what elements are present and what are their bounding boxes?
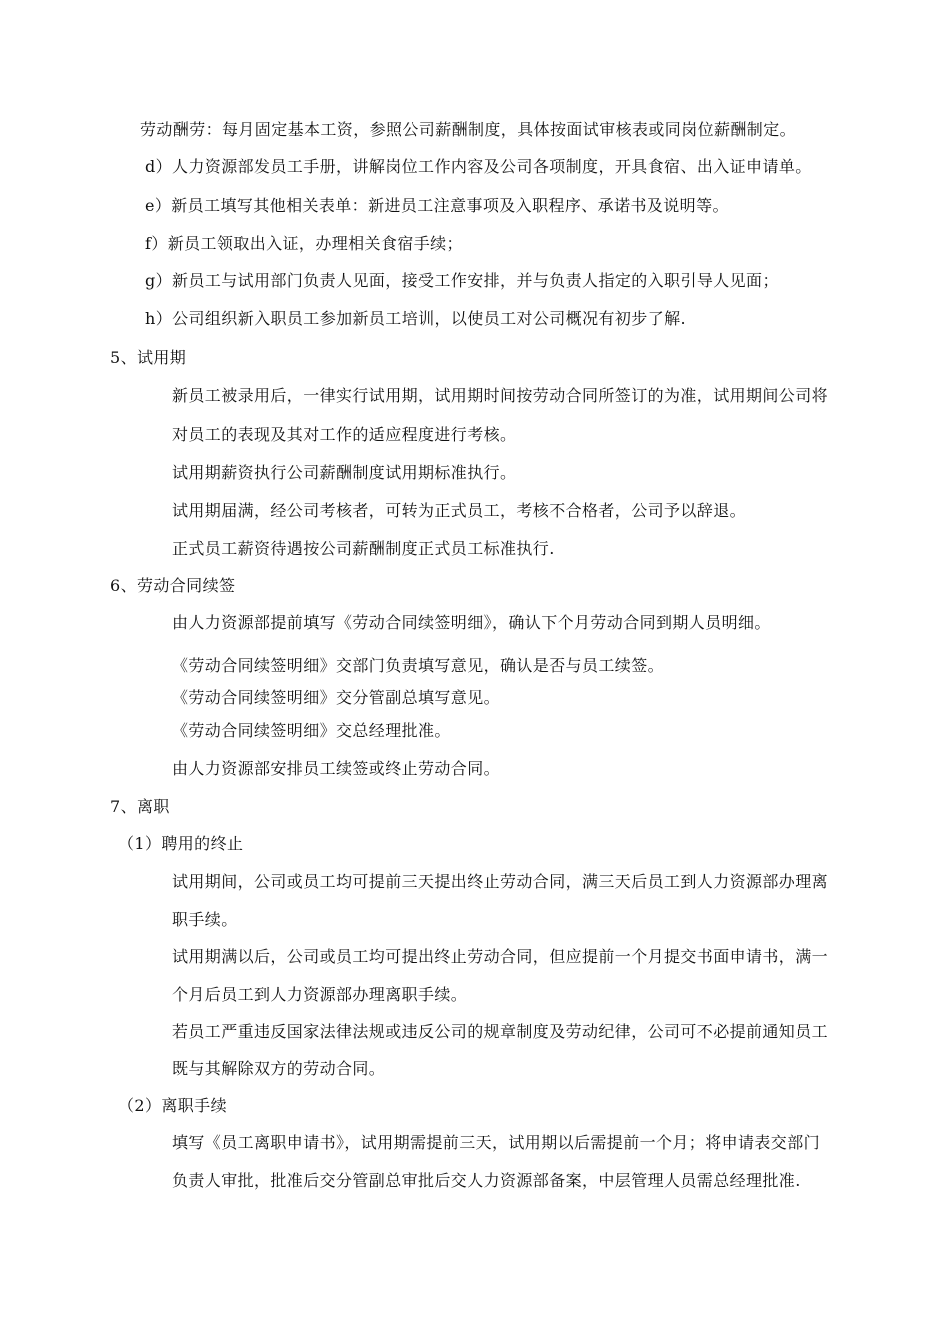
section-heading-probation: 5、试用期 — [110, 348, 187, 367]
subsection-heading-resignation-procedure: （2）离职手续 — [118, 1096, 227, 1115]
text-line: 试用期薪资执行公司薪酬制度试用期标准执行。 — [172, 463, 517, 482]
text-line: 若员工严重违反国家法律法规或违反公司的规章制度及劳动纪律，公司可不必提前通知员工 — [172, 1022, 829, 1041]
section-heading-contract-renewal: 6、劳动合同续签 — [110, 576, 236, 595]
text-line: 职手续。 — [172, 910, 238, 929]
text-line: 对员工的表现及其对工作的适应程度进行考核。 — [172, 425, 517, 444]
list-item-d: d）人力资源部发员工手册，讲解岗位工作内容及公司各项制度，开具食宿、出入证申请单。 — [145, 157, 812, 176]
text-line: 《劳动合同续签明细》交部门负责填写意见，确认是否与员工续签。 — [172, 656, 665, 675]
text-line: 《劳动合同续签明细》交分管副总填写意见。 — [172, 688, 501, 707]
text-line: 《劳动合同续签明细》交总经理批准。 — [172, 721, 451, 740]
list-item-g: g）新员工与试用部门负责人见面，接受工作安排，并与负责人指定的入职引导人见面； — [145, 271, 779, 290]
text-line: 试用期满以后，公司或员工均可提出终止劳动合同，但应提前一个月提交书面申请书，满一 — [172, 947, 829, 966]
text-line: 既与其解除双方的劳动合同。 — [172, 1059, 386, 1078]
subsection-heading-termination: （1）聘用的终止 — [118, 834, 244, 853]
list-item-e: e）新员工填写其他相关表单：新进员工注意事项及入职程序、承诺书及说明等。 — [145, 196, 729, 215]
section-heading-resignation: 7、离职 — [110, 797, 170, 816]
text-line: 填写《员工离职申请书》，试用期需提前三天，试用期以后需提前一个月；将申请表交部门 — [172, 1133, 821, 1152]
text-line: 由人力资源部提前填写《劳动合同续签明细》，确认下个月劳动合同到期人员明细。 — [172, 613, 771, 632]
list-item-f: f）新员工领取出入证，办理相关食宿手续； — [145, 234, 463, 253]
text-line: 由人力资源部安排员工续签或终止劳动合同。 — [172, 759, 501, 778]
text-line: 试用期届满，经公司考核者，可转为正式员工，考核不合格者，公司予以辞退。 — [172, 501, 747, 520]
text-line: 劳动酬劳：每月固定基本工资，参照公司薪酬制度，具体按面试审核表或同岗位薪酬制定。 — [140, 120, 797, 139]
text-line: 试用期间，公司或员工均可提前三天提出终止劳动合同，满三天后员工到人力资源部办理离 — [172, 872, 829, 891]
text-line: 正式员工薪资待遇按公司薪酬制度正式员工标准执行. — [172, 539, 555, 558]
text-line: 新员工被录用后，一律实行试用期，试用期时间按劳动合同所签订的为准，试用期间公司将 — [172, 386, 829, 405]
text-line: 个月后员工到人力资源部办理离职手续。 — [172, 985, 468, 1004]
list-item-h: h）公司组织新入职员工参加新员工培训，以使员工对公司概况有初步了解. — [145, 309, 686, 328]
text-line: 负责人审批，批准后交分管副总审批后交人力资源部备案，中层管理人员需总经理批准. — [172, 1171, 801, 1190]
